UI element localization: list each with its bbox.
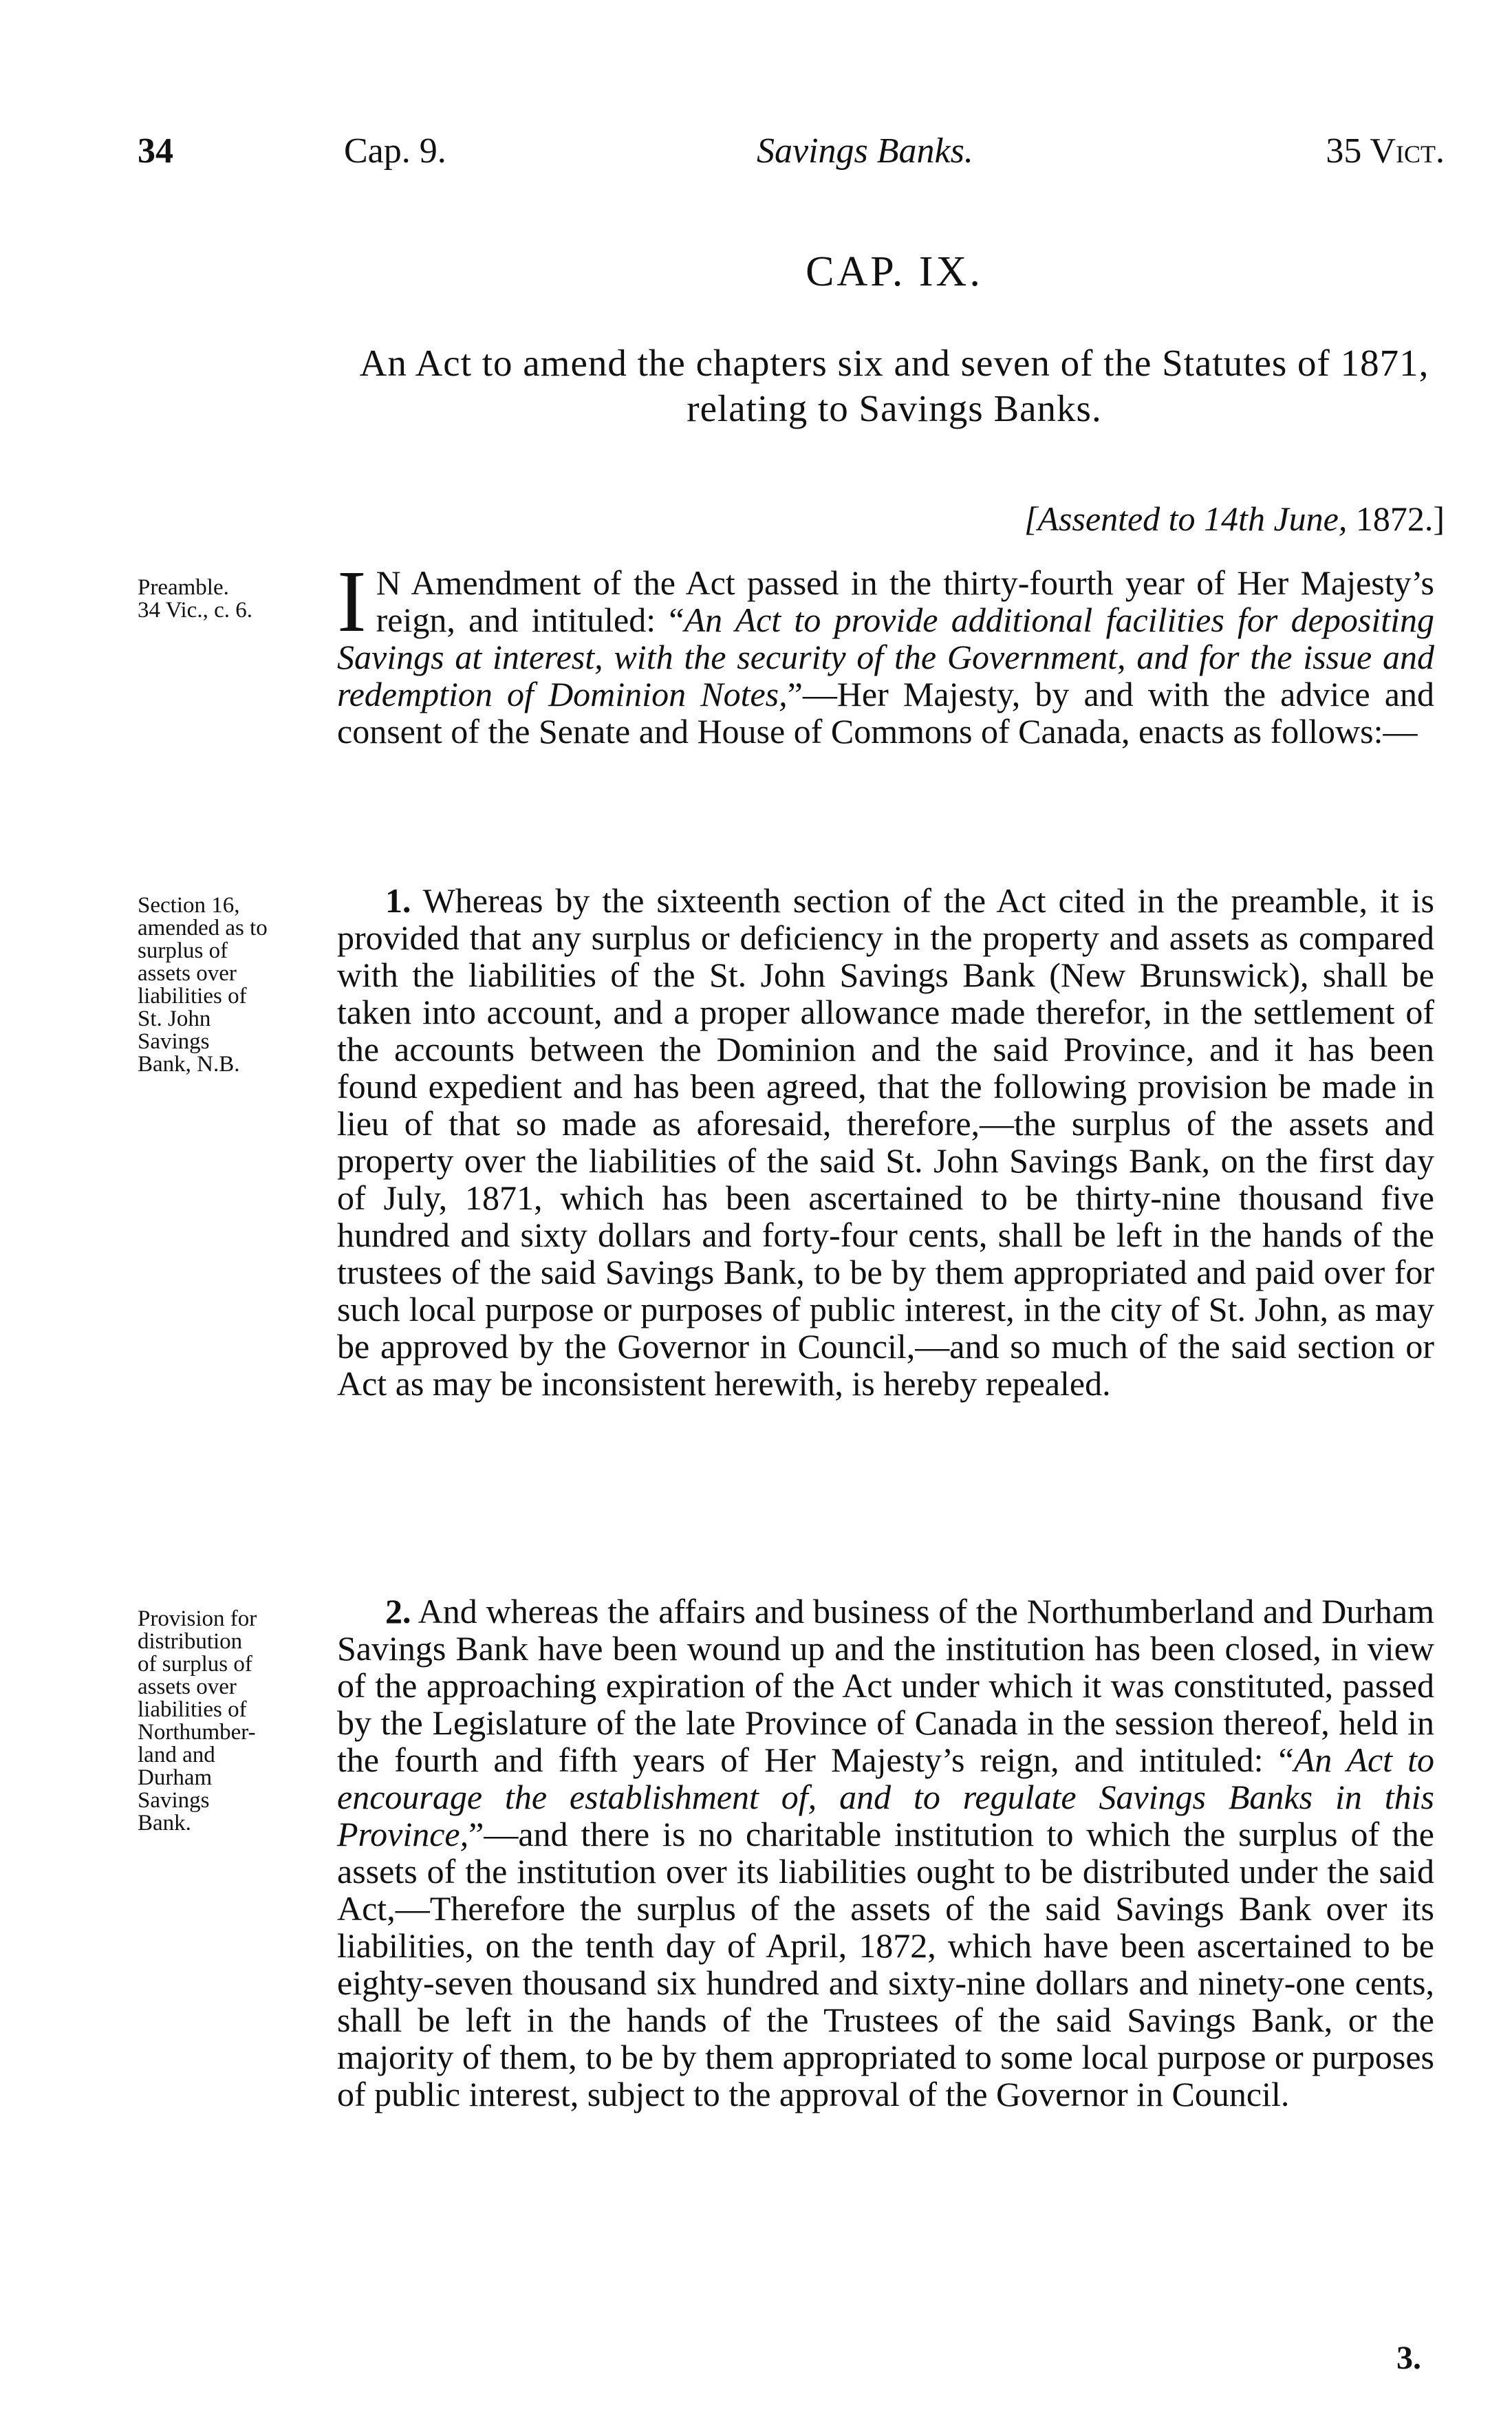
preamble-paragraph xyxy=(337,552,1434,751)
act-long-title: An Act to amend the chapters six and seven of the Statutes of 1871, relating to Savings Banks. xyxy=(359,342,1429,429)
drop-cap: I xyxy=(337,552,367,650)
section-1-text: Whereas by the sixteenth section of the Act cited in the preamble, it is provided that any surplus or deficiency in the property and assets as compared with the liabilities of the St. John Savings Bank (New Brunswick), shall be taken into account, and a proper allowance made therefor, in the settlement of the accounts between the Dominion and the said Province, and it has been found expedient and has been agreed, that the following provision be made in lieu of that so made as aforesaid, therefore,—the surplus of the assets and property over the liabilities of the said St. John Savings Bank, on the first day of July, 1871, which has been ascertained to be thirty-nine thousand five hundred and sixty dollars and forty-four cents, shall be left in the hands of the trustees of the said Savings Bank, to be by them appropriated and paid over for such local purpose or purposes of public interest, in the city of St. John, as may be approved by the Governor in Council,—and so much of the said section or Act as may be inconsistent herewith, is hereby repealed. xyxy=(337,881,1434,1403)
margin-note-text: Section 16, amended as to surplus of assets over liabilities of St. John Savings Bank, N.B. xyxy=(138,893,268,1077)
regnal-year: 35 Vict. xyxy=(1326,131,1445,171)
section-2-text-b: ”—and there is no charitable institution to which the surplus of the assets of the institution over its liabilities ought to be distributed under the said Act,—Therefore the surplus of the assets of the said Savings Bank over its liabilities, on the tenth day of April, 1872, which have been ascertained to be eighty-seven thousand six hundred and sixty-nine dollars and ninety-one cents, shall be left in the hands of the Trustees of the said Savings Bank, or the majority of them, to be by them appropriated to some local purpose or purposes of public interest, subject to the approval of the Governor in Council. xyxy=(337,1815,1434,2113)
preamble-act-title: An Act to provide additional facilities for depositing Savings at interest, with the security of the Government, and for the issue and redemption of Dominion Notes, xyxy=(337,601,1434,713)
section-2-text-a: And whereas the affairs and business of the Northumberland and Durham Savings Bank have been wound up and the institution has been closed, in view of the approaching expiration of the Act under which it was constituted, passed by the Legislature of the late Province of Canada in the session thereof, held in the fourth and fifth years of Her Majesty’s reign, and intituled: “ xyxy=(337,1592,1434,1779)
section-2-number: 2. xyxy=(385,1592,411,1630)
preamble-text-a: N Amendment of the Act passed in the thirty-fourth year of Her Majesty’s reign, and intituled: “ xyxy=(376,563,1434,639)
section-2-paragraph xyxy=(337,1593,1434,2113)
section-2-act-title: An Act to encourage the establishment of, and to regulate Savings Banks in this Province, xyxy=(337,1741,1434,1853)
assent-line xyxy=(688,499,1445,539)
margin-note-section-2 xyxy=(138,1608,330,1835)
margin-note-preamble xyxy=(138,577,330,622)
assent-year: 1872.] xyxy=(1355,499,1445,538)
chapter-label: Cap. 9. xyxy=(344,131,446,171)
running-title: Savings Banks. xyxy=(757,131,973,171)
section-1-number: 1. xyxy=(385,881,411,920)
preamble-text-b: ”—Her Majesty, by and with the advice and consent of the Senate and House of Commons of Canada, enacts as follows:— xyxy=(337,675,1434,751)
cap-heading: CAP. IX. xyxy=(806,248,983,295)
page-number: 34 xyxy=(138,131,173,171)
running-head xyxy=(138,131,1445,179)
margin-note-text: Preamble. 34 Vic., c. 6. xyxy=(138,575,252,623)
margin-note-section-1 xyxy=(138,894,330,1076)
margin-note-text: Provision for distribution of surplus of assets over liabilities of Northumber- land and Durham Savings Bank. xyxy=(138,1606,257,1835)
catchword: 3. xyxy=(1396,2340,1421,2376)
section-1-paragraph xyxy=(337,882,1434,1402)
assent-prefix: [Assented to 14th June, xyxy=(1024,499,1356,538)
